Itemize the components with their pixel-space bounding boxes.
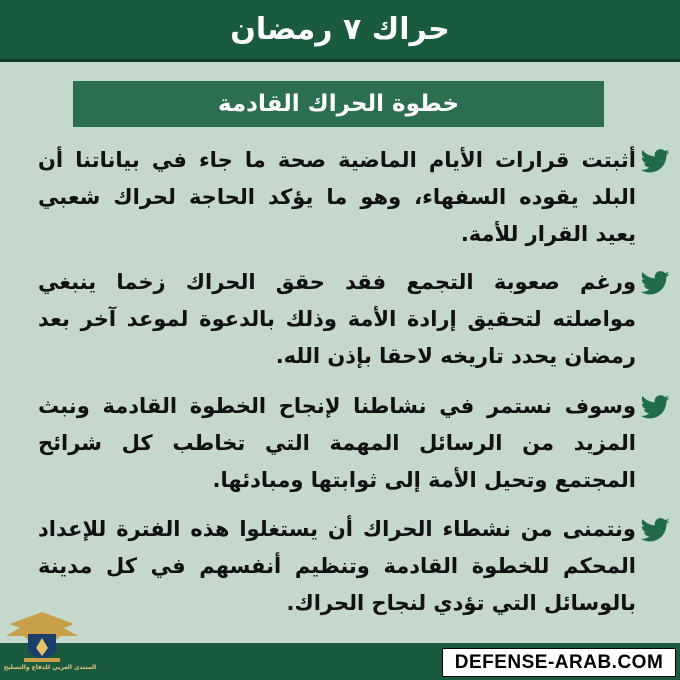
paragraph-2 xyxy=(38,264,670,375)
subtitle-box xyxy=(73,81,604,127)
paragraph-text: ورغم صعوبة التجمع فقد حقق الحراك زخما ينبغي مواصلته لتحقيق إرادة الأمة وذلك بالدعوة لموعد آخر بعد رمضان يحدد تاريخه لاحقا بإذن الله. xyxy=(38,270,636,368)
site-badge xyxy=(442,648,676,677)
paragraph-3 xyxy=(38,388,670,499)
paragraph-text: ونتمنى من نشطاء الحراك أن يستغلوا هذه الفترة للإعداد المحكم للخطوة القادمة وتنظيم أنفسهم في كل مدينة بالوسائل التي تؤدي لنجاح الحراك. xyxy=(38,517,636,615)
twitter-bird-icon xyxy=(640,395,670,419)
title-bar xyxy=(0,0,680,62)
logo-caption: المنتدى العربي للدفاع والتسليح xyxy=(3,664,97,671)
site-url: DEFENSE-ARAB.COM xyxy=(454,651,664,673)
section-title: خطوة الحراك القادمة xyxy=(217,91,460,117)
paragraph-text: أثبتت قرارات الأيام الماضية صحة ما جاء في بياناتنا أن البلد يقوده السفهاء، وهو ما يؤكد الحاجة لحراك شعبي يعيد القرار للأمة. xyxy=(38,148,636,246)
paragraph-1 xyxy=(38,142,670,253)
paragraph-4 xyxy=(38,511,670,622)
paragraph-text: وسوف نستمر في نشاطنا لإنجاح الخطوة القادمة ونبث المزيد من الرسائل المهمة التي تخاطب كل شرائح المجتمع وتحيل الأمة إلى ثوابتها ومبادئها. xyxy=(38,394,636,492)
twitter-bird-icon xyxy=(640,149,670,173)
twitter-bird-icon xyxy=(640,271,670,295)
page-title: حراك ٧ رمضان xyxy=(230,12,450,47)
twitter-bird-icon xyxy=(640,518,670,542)
